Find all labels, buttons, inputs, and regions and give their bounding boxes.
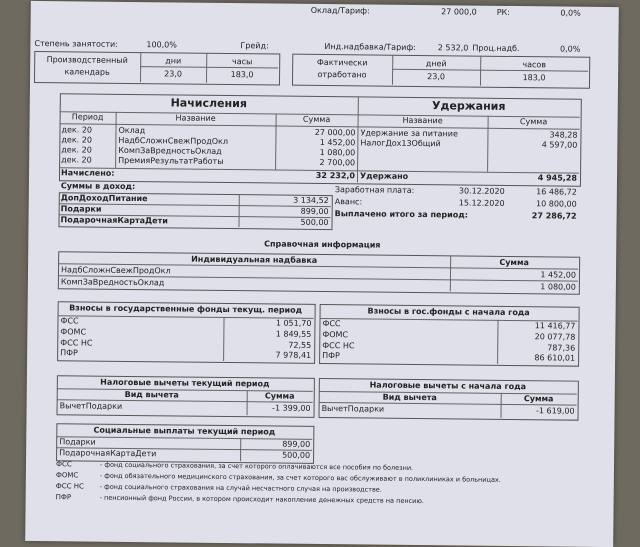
funds-year-row-4-name: ПФР [322,351,340,361]
accruals-col-name: Название [175,113,216,123]
funds-year-row-4-sum: 86 610,01 [534,353,576,363]
proc-value: 0,0% [559,44,581,54]
accrual-row-4-sum: 2 700,00 [319,157,356,168]
funds-year-row-1-name: ФСС [322,319,341,329]
avans-label: Аванс: [334,197,363,207]
rk-label: РК: [496,7,510,17]
actual-days: 23,0 [427,72,446,82]
social-row-2-sum: 500,00 [282,450,311,460]
reference-row-2-sum: 1 080,00 [540,282,576,292]
footnote-2-abbr: ФОМС [55,471,79,480]
reference-row-2-name: КомпЗаВредностьОклад [60,277,165,288]
calendar-label-1: Производственный [46,55,128,65]
reference-col-sum: Сумма [499,257,529,268]
footnote-1-text: - фонд социального страхования, за счет которого оплачиваются все пособия по болезни. [99,460,414,472]
funds-year-row-3-sum: 787,36 [547,343,576,353]
social-row-1-sum: 899,00 [282,439,311,449]
accrual-row-3-sum: 1 080,00 [319,147,356,158]
deductions-col-name: Название [402,115,443,126]
calendar-label-2: календарь [64,67,110,77]
footnote-4-abbr: ПФР [55,493,72,502]
oklad-value: 27 000,0 [441,7,477,17]
accrual-row-3-period: дек. 20 [61,145,92,155]
accruals-total-label: Начислено: [60,168,115,178]
footnote-1-abbr: ФСС [55,460,72,469]
funds-year-row-2-sum: 20 077,78 [534,332,576,342]
funds-period-row-4-sum: 7 978,41 [275,350,312,360]
salary-label: Заработная плата: [334,185,415,195]
rk-value: 0,0% [560,8,581,18]
funds-period-title: Взносы в государственные фонды текущ. период [69,303,303,315]
income-row-1-name: ДопДоходПитание [60,193,148,204]
ind-value: 2 532,0 [437,43,469,53]
calendar-days-header: дни [165,56,182,66]
deduction-row-1-name: Удержание за питание [360,128,458,139]
social-row-1-name: Подарки [59,437,96,447]
deductions-title: Удержания [431,99,506,113]
income-row-2-name: Подарки [60,204,102,214]
tax-period-row-1-name: ВычетПодарки [59,401,123,411]
tax-year-row-1-name: ВычетПодарки [321,404,385,414]
accrual-row-3-name: КомпЗаВредностьОклад [118,145,222,156]
tax-year-row-1-sum: -1 619,00 [536,406,575,416]
tax-period-title: Налоговые вычеты текущий период [100,377,270,389]
zanyat-label: Степень занятости: [34,38,118,49]
accrual-row-4-name: ПремияРезультатРаботы [118,155,224,166]
accrual-row-1-name: Оклад [118,125,146,136]
funds-period-row-4-name: ПФР [60,348,78,358]
footnote-2-text: - фонд обязательного медицинского страхования, за счет которого вас обслуживают в поликлиниках и больницах. [99,471,501,484]
accrual-row-1-period: дек. 20 [61,125,93,135]
grade-label: Грейд: [240,41,269,51]
calendar-hours: 183,0 [230,70,254,80]
actual-label-1: Фактически [316,57,368,68]
actual-hours-header: часов [522,60,547,70]
deductions-col-sum: Сумма [519,117,548,127]
social-row-2-name: ПодарочнаяКартаДети [59,448,157,459]
tax-year-col-name: Вид вычета [382,392,437,403]
deduction-row-2-name: НалогДох13Общий [360,138,441,149]
paid-total-label: Выплачено итого за период: [334,209,469,220]
oklad-label: Оклад/Тариф: [310,5,370,16]
funds-year-row-3-name: ФСС НС [322,341,355,351]
proc-label: Проц.надб. [472,43,520,54]
social-title: Социальные выплаты текущий период [93,425,276,437]
deduction-row-1-sum: 348,28 [549,130,578,140]
footnote-3-abbr: ФСС НС [55,482,84,491]
reference-title: Справочная информация [264,239,381,250]
tax-period-col-sum: Сумма [264,391,295,401]
funds-period-row-1-sum: 1 051,70 [275,318,312,328]
accrual-row-2-period: дек. 20 [61,135,92,145]
calendar-hours-header: часы [232,57,253,67]
reference-row-1-name: НадбСложнСвежПродОкл [60,265,171,276]
income-row-3-sum: 500,00 [300,217,329,228]
accrual-row-1-sum: 27 000,00 [314,127,356,138]
salary-date: 30.12.2020 [458,186,505,196]
actual-label-2: отработано [317,69,367,80]
funds-period-row-2-sum: 1 849,55 [275,329,312,339]
actual-hours: 183,0 [522,73,546,83]
zanyat-value: 100,0% [146,40,177,50]
accrual-row-4-period: дек. 20 [61,155,92,165]
deductions-total-label: Удержано [359,171,409,181]
funds-year-row-2-name: ФОМС [322,330,349,340]
funds-year-row-1-sum: 11 416,77 [534,321,576,331]
income-row-3-name: ПодарочнаяКартаДети [60,215,168,226]
funds-period-row-3-sum: 72,55 [288,340,312,350]
funds-year-title: Взносы в гос.фонды с начала года [367,306,530,318]
avans-sum: 10 800,00 [535,199,577,209]
deductions-total-value: 4 945,28 [537,173,578,183]
payslip-sheet [25,1,619,547]
ind-label: Инд.надбавка/Тариф: [324,42,416,52]
calendar-days: 23,0 [164,69,183,79]
funds-period-row-1-name: ФСС [60,316,79,326]
footnote-3-text: - фонд социального страхования на случай несчастного случая на производстве. [99,482,382,494]
tax-year-col-sum: Сумма [523,394,554,404]
income-row-1-sum: 3 134,52 [293,195,329,206]
reference-row-1-sum: 1 452,00 [540,270,577,280]
footnote-4-text: - пенсионный фонд России, в котором происходит накопление денежных средств на пенсию. [99,493,424,506]
accruals-total-value: 32 232,0 [315,170,356,181]
avans-date: 15.12.2020 [458,198,505,208]
tax-period-col-name: Вид вычета [124,389,179,400]
accrual-row-2-name: НадбСложнСвежПродОкл [118,135,229,147]
actual-days-header: дней [425,59,447,69]
funds-period-row-2-name: ФОМС [60,327,87,337]
reference-col-name: Индивидуальная надбавка [191,254,318,265]
tax-year-title: Налоговые вычеты с начала года [369,380,527,392]
accruals-col-period: Период [71,112,104,122]
accruals-title: Начисления [170,96,247,111]
accruals-col-sum: Сумма [302,114,331,125]
income-row-2-sum: 899,00 [300,206,329,217]
paid-total-value: 27 286,72 [531,211,577,221]
funds-period-row-3-name: ФСС НС [60,338,93,348]
tax-period-row-1-sum: -1 399,00 [272,403,311,413]
accrual-row-2-sum: 1 452,00 [319,137,356,148]
deduction-row-2-sum: 4 597,00 [541,140,578,150]
income-label: Суммы в доход: [60,181,136,192]
salary-sum: 16 486,72 [536,187,577,197]
